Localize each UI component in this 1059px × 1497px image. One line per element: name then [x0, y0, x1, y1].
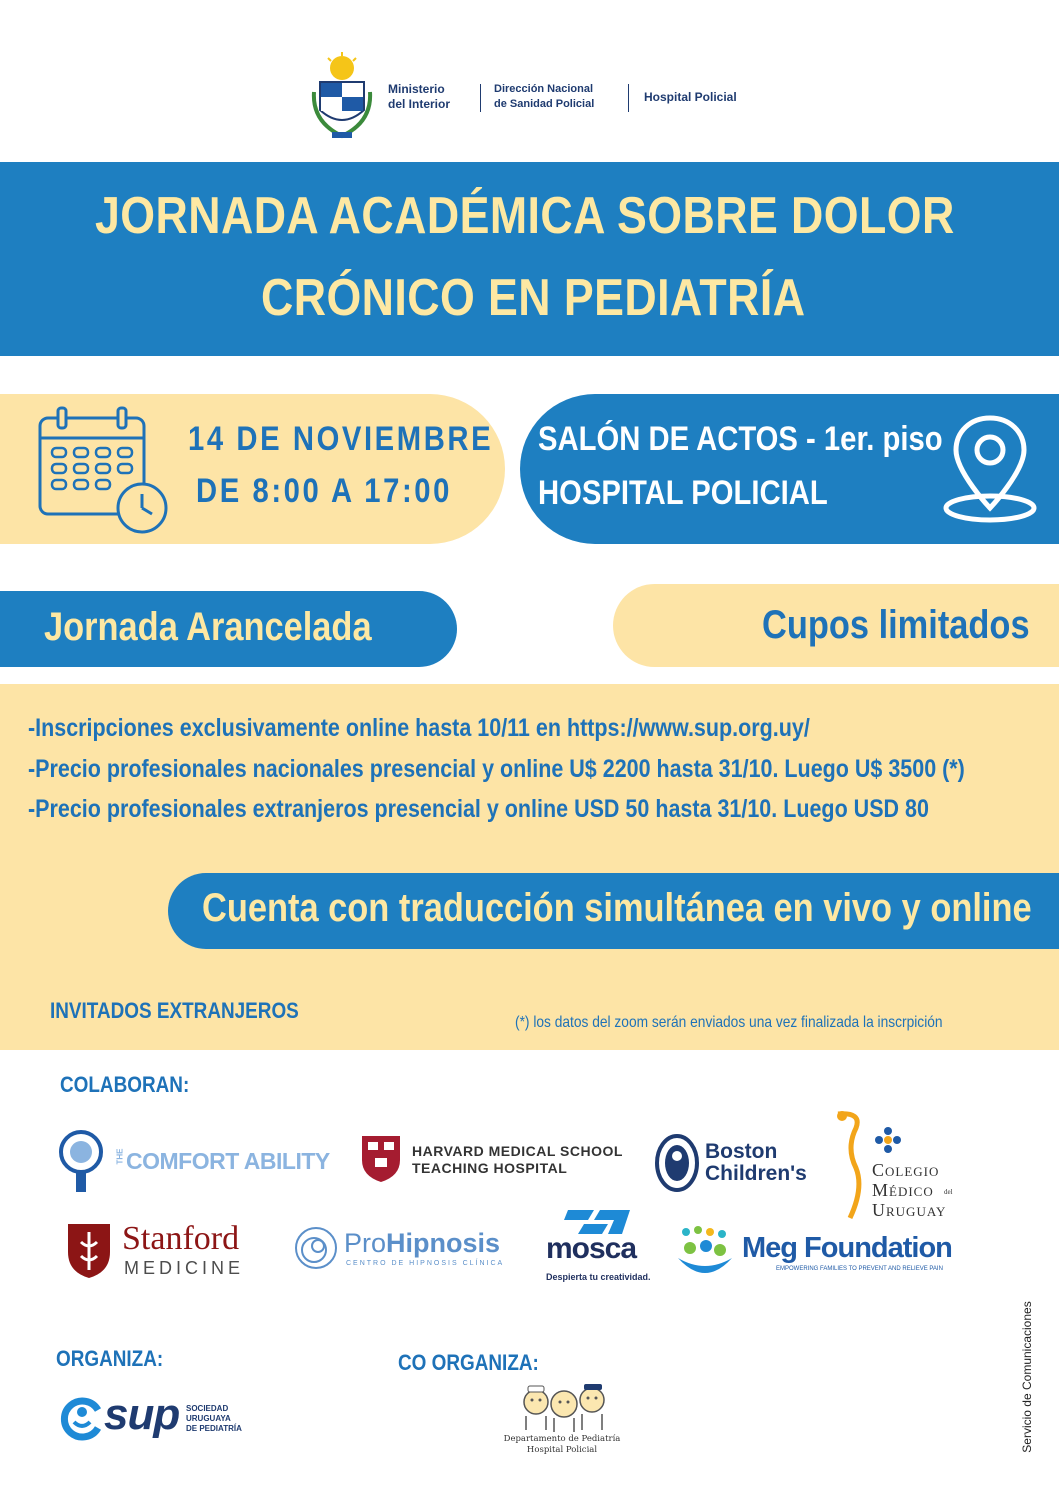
- header-divider: [480, 84, 481, 112]
- title-line2: CRÓNICO EN PEDIATRÍA: [261, 269, 806, 327]
- venue-room: SALÓN DE ACTOS - 1er. piso: [538, 420, 943, 458]
- zoom-note: (*) los datos del zoom serán enviados una vez finalizada la inscrpición: [515, 1014, 943, 1031]
- ministry-name: [388, 82, 450, 112]
- dept-line1: Departamento de Pediatría: [503, 1434, 621, 1444]
- header-divider: [628, 84, 629, 112]
- logo-prohipnosis: [294, 1224, 524, 1274]
- logo-stanford: [66, 1222, 276, 1282]
- calendar-clock-icon: [36, 404, 172, 534]
- uruguay-coat-of-arms-icon: [310, 52, 374, 142]
- stanford-shield-icon: [66, 1222, 112, 1280]
- logo-comfort-ability: [56, 1130, 346, 1196]
- logo-meg-foundation: [676, 1226, 976, 1282]
- logo-harvard: [360, 1134, 650, 1186]
- venue-building: HOSPITAL POLICIAL: [538, 474, 828, 512]
- direccion-line1: Dirección Nacional: [494, 83, 594, 95]
- registration-text: -Inscripciones exclusivamente online hasta 10/11 en: [28, 714, 567, 742]
- prohipnosis-sub: CENTRO DE HIPNOSIS CLÍNICA: [346, 1260, 505, 1267]
- brain-figure-icon: [56, 1130, 106, 1194]
- logo-dept-pediatria: [500, 1380, 624, 1460]
- sup-name: sup: [104, 1390, 180, 1439]
- hospital-name: Hospital Policial: [644, 90, 737, 104]
- event-date: 14 DE NOVIEMBRE: [188, 420, 494, 458]
- prohipnosis-spiral-icon: [294, 1226, 338, 1270]
- vertical-credit-text: Servicio de Comunicaciones: [1020, 1301, 1034, 1453]
- meg-people-icon: [676, 1226, 734, 1280]
- header: [310, 52, 770, 142]
- comfort-ability-name: COMFORT ABILITY: [126, 1148, 330, 1174]
- title-line1: JORNADA ACADÉMICA SOBRE DOLOR: [95, 187, 955, 245]
- location-pin-icon: [940, 410, 1040, 526]
- prohipnosis-hip: Hipnosis: [386, 1228, 501, 1258]
- meg-name: Meg Foundation: [742, 1232, 952, 1264]
- logo-colegio-medico: [830, 1108, 990, 1222]
- sup-line2: URUGUAYA: [186, 1414, 231, 1423]
- coorganiza-label: CO ORGANIZA:: [398, 1350, 539, 1375]
- stanford-line1: Stanford: [122, 1220, 240, 1257]
- logo-boston-childrens: [655, 1134, 825, 1194]
- collab-label: COLABORAN:: [60, 1072, 190, 1097]
- paid-badge-label: Jornada Arancelada: [44, 605, 372, 649]
- organiza-label: ORGANIZA:: [56, 1346, 164, 1371]
- boston-seal-icon: [655, 1134, 699, 1192]
- stanford-line2: MEDICINE: [124, 1258, 245, 1278]
- boston-line1: Boston: [705, 1140, 778, 1163]
- logo-mosca: [544, 1206, 664, 1288]
- mosca-name: mosca: [546, 1232, 637, 1265]
- logo-sup: [58, 1392, 258, 1448]
- national-price-line: -Precio profesionales nacionales presencial y online U$ 2200 hasta 31/10. Luego U$ 3500 (*): [28, 755, 965, 783]
- ministry-line1: Ministerio: [388, 82, 445, 96]
- harvard-shield-icon: [360, 1134, 402, 1184]
- registration-line: [28, 714, 810, 743]
- limited-badge-label: Cupos limitados: [762, 603, 1030, 647]
- colegio-line2: Médico: [872, 1180, 934, 1200]
- caduceus-icon: [832, 1108, 868, 1222]
- prohipnosis-pro: Pro: [344, 1228, 387, 1258]
- colegio-line3: Uruguay: [872, 1200, 947, 1220]
- colegio-line1: Colegio: [872, 1160, 940, 1180]
- sup-mother-child-icon: [58, 1396, 104, 1442]
- prohipnosis-name: [344, 1228, 500, 1259]
- mosca-wings-icon: [564, 1206, 634, 1234]
- foreign-price-line: -Precio profesionales extranjeros presencial y online USD 50 hasta 31/10. Luego USD 80: [28, 795, 929, 823]
- sup-full-name: [186, 1404, 242, 1434]
- harvard-line1: HARVARD MEDICAL SCHOOL: [412, 1143, 623, 1159]
- dept-line2: Hospital Policial: [526, 1445, 598, 1455]
- registration-link[interactable]: https://www.sup.org.uy/: [566, 714, 810, 742]
- vertical-credit: [1015, 1282, 1039, 1472]
- translation-text: Cuenta con traducción simultánea en vivo y online: [202, 886, 1032, 930]
- dept-text: [500, 1434, 624, 1456]
- direccion-name: [494, 82, 594, 112]
- colegio-del: del: [944, 1188, 953, 1196]
- boston-line2: Children's: [705, 1162, 807, 1185]
- guests-label: INVITADOS EXTRANJEROS: [50, 998, 299, 1023]
- children-drawing-icon: [516, 1380, 612, 1432]
- event-time: DE 8:00 A 17:00: [196, 472, 452, 510]
- mosca-tagline: Despierta tu creatividad.: [546, 1272, 651, 1282]
- sup-line1: SOCIEDAD: [186, 1404, 229, 1413]
- comfort-the: THE: [115, 1148, 125, 1165]
- direccion-line2: de Sanidad Policial: [494, 98, 595, 110]
- flower-emblem-icon: [874, 1126, 902, 1154]
- sup-line3: DE PEDIATRÍA: [186, 1424, 242, 1433]
- ministry-line2: del Interior: [388, 97, 451, 111]
- harvard-line2: TEACHING HOSPITAL: [412, 1160, 568, 1176]
- meg-tagline: EMPOWERING FAMILIES TO PREVENT AND RELIEVE PAIN: [776, 1266, 943, 1272]
